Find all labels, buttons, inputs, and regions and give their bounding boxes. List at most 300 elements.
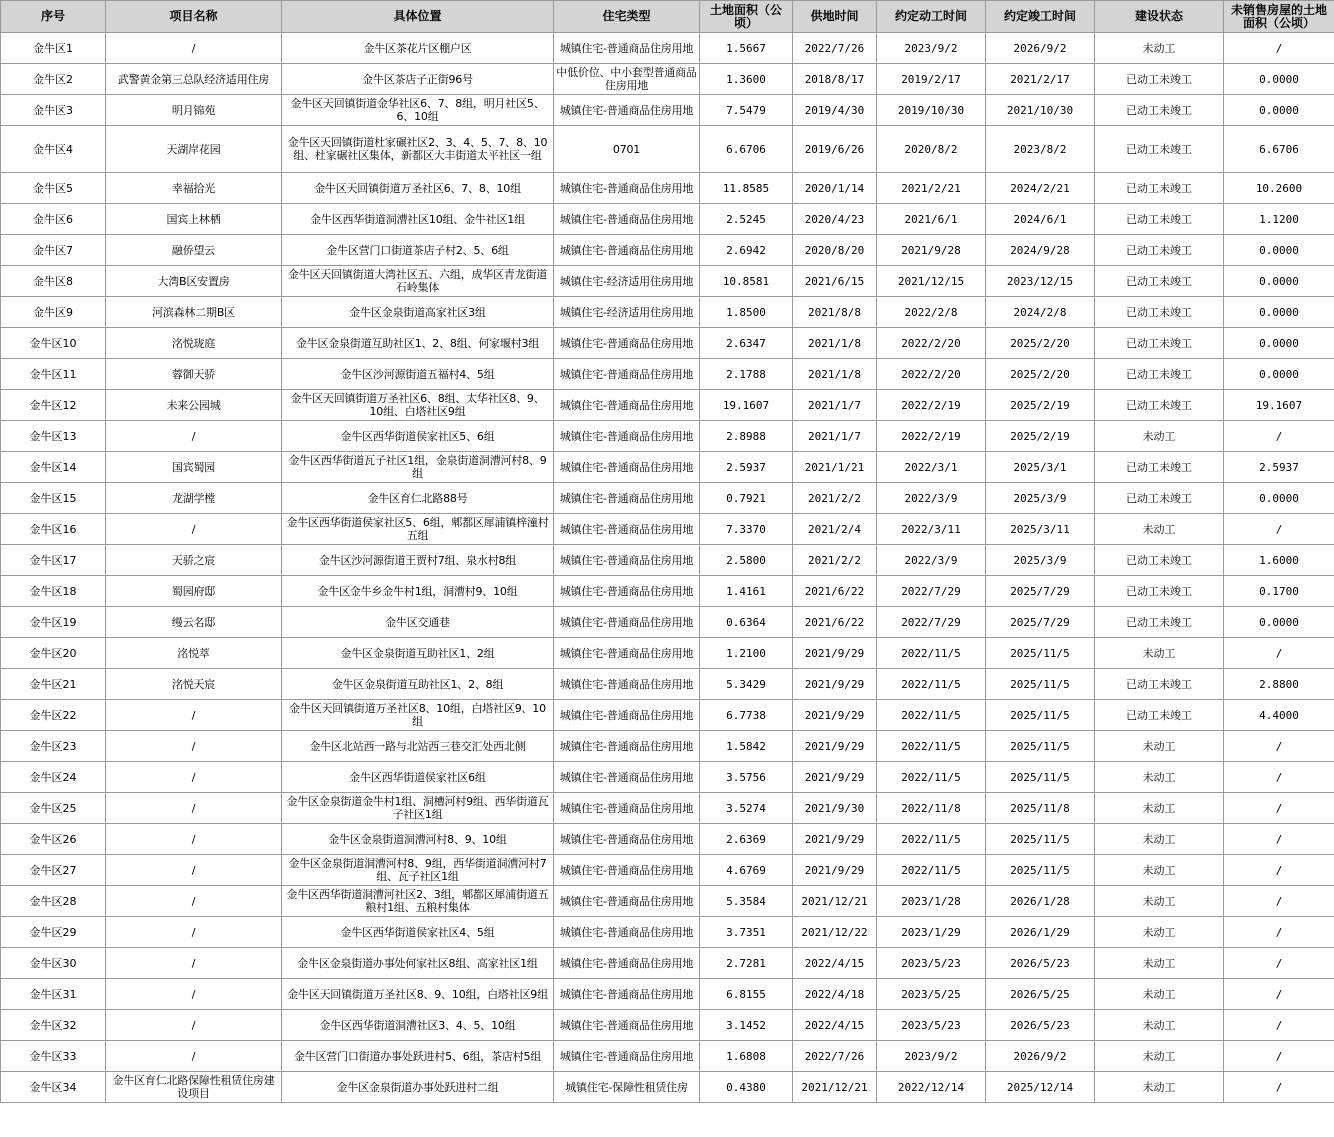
table-row <box>1 390 1334 421</box>
cell-unsold-area: / <box>1224 824 1334 855</box>
cell-seq: 金牛区15 <box>1 483 106 514</box>
cell-status: 已动工未竣工 <box>1095 390 1224 421</box>
cell-project-name: 国宾蜀园 <box>106 452 282 483</box>
cell-finish-date: 2024/9/28 <box>986 235 1095 266</box>
cell-land-area: 2.6942 <box>700 235 793 266</box>
cell-seq: 金牛区2 <box>1 64 106 95</box>
cell-seq: 金牛区13 <box>1 421 106 452</box>
table-row <box>1 266 1334 297</box>
header-supply-date: 供地时间 <box>793 1 877 33</box>
cell-finish-date: 2025/11/8 <box>986 793 1095 824</box>
cell-unsold-area: / <box>1224 1041 1334 1072</box>
cell-status: 已动工未竣工 <box>1095 700 1224 731</box>
cell-unsold-area: / <box>1224 855 1334 886</box>
cell-finish-date: 2025/2/19 <box>986 421 1095 452</box>
cell-status: 已动工未竣工 <box>1095 64 1224 95</box>
cell-supply-date: 2021/12/22 <box>793 917 877 948</box>
cell-unsold-area: 6.6706 <box>1224 126 1334 173</box>
cell-start-date: 2022/11/5 <box>877 638 986 669</box>
header-seq: 序号 <box>1 1 106 33</box>
cell-seq: 金牛区20 <box>1 638 106 669</box>
cell-seq: 金牛区28 <box>1 886 106 917</box>
cell-land-area: 2.6347 <box>700 328 793 359</box>
cell-housing-type: 城镇住宅-普通商品住房用地 <box>554 979 700 1010</box>
cell-housing-type: 城镇住宅-普通商品住房用地 <box>554 204 700 235</box>
cell-seq: 金牛区4 <box>1 126 106 173</box>
cell-housing-type: 城镇住宅-普通商品住房用地 <box>554 855 700 886</box>
cell-supply-date: 2022/4/15 <box>793 948 877 979</box>
cell-project-name: / <box>106 979 282 1010</box>
cell-location: 金牛区西华街道侯家社区5、6组 <box>282 421 554 452</box>
cell-status: 未动工 <box>1095 855 1224 886</box>
cell-location: 金牛区天回镇街道金华社区6、7、8组，明月社区5、6、10组 <box>282 95 554 126</box>
header-status: 建设状态 <box>1095 1 1224 33</box>
cell-supply-date: 2021/9/29 <box>793 855 877 886</box>
cell-location: 金牛区天回镇街道大湾社区五、六组，成华区青龙街道石岭集体 <box>282 266 554 297</box>
cell-project-name: / <box>106 421 282 452</box>
cell-status: 未动工 <box>1095 1010 1224 1041</box>
cell-land-area: 2.5937 <box>700 452 793 483</box>
cell-unsold-area: 4.4000 <box>1224 700 1334 731</box>
cell-status: 已动工未竣工 <box>1095 576 1224 607</box>
cell-housing-type: 城镇住宅-普通商品住房用地 <box>554 95 700 126</box>
cell-housing-type: 0701 <box>554 126 700 173</box>
cell-project-name: / <box>106 886 282 917</box>
cell-start-date: 2023/5/25 <box>877 979 986 1010</box>
cell-housing-type: 城镇住宅-普通商品住房用地 <box>554 483 700 514</box>
cell-seq: 金牛区12 <box>1 390 106 421</box>
cell-status: 未动工 <box>1095 731 1224 762</box>
cell-finish-date: 2021/2/17 <box>986 64 1095 95</box>
cell-land-area: 3.5274 <box>700 793 793 824</box>
cell-land-area: 1.4161 <box>700 576 793 607</box>
cell-unsold-area: 0.0000 <box>1224 297 1334 328</box>
cell-housing-type: 城镇住宅-普通商品住房用地 <box>554 1041 700 1072</box>
cell-project-name: / <box>106 824 282 855</box>
cell-land-area: 0.6364 <box>700 607 793 638</box>
cell-location: 金牛区茶花片区棚户区 <box>282 33 554 64</box>
cell-land-area: 1.5667 <box>700 33 793 64</box>
cell-seq: 金牛区34 <box>1 1072 106 1103</box>
cell-land-area: 5.3429 <box>700 669 793 700</box>
cell-housing-type: 城镇住宅-普通商品住房用地 <box>554 452 700 483</box>
cell-status: 已动工未竣工 <box>1095 204 1224 235</box>
cell-status: 未动工 <box>1095 948 1224 979</box>
cell-unsold-area: 2.8800 <box>1224 669 1334 700</box>
cell-housing-type: 城镇住宅-普通商品住房用地 <box>554 173 700 204</box>
cell-unsold-area: 1.1200 <box>1224 204 1334 235</box>
cell-supply-date: 2021/2/2 <box>793 545 877 576</box>
cell-seq: 金牛区24 <box>1 762 106 793</box>
cell-finish-date: 2025/11/5 <box>986 700 1095 731</box>
cell-unsold-area: 0.0000 <box>1224 95 1334 126</box>
cell-status: 已动工未竣工 <box>1095 95 1224 126</box>
cell-status: 未动工 <box>1095 886 1224 917</box>
cell-start-date: 2022/2/20 <box>877 328 986 359</box>
cell-status: 未动工 <box>1095 762 1224 793</box>
cell-project-name: 国宾上林栖 <box>106 204 282 235</box>
cell-land-area: 3.5756 <box>700 762 793 793</box>
cell-start-date: 2022/2/19 <box>877 421 986 452</box>
cell-seq: 金牛区18 <box>1 576 106 607</box>
cell-land-area: 7.5479 <box>700 95 793 126</box>
cell-location: 金牛区西华街道侯家社区5、6组，郫都区犀浦镇梓潼村五组 <box>282 514 554 545</box>
cell-status: 已动工未竣工 <box>1095 545 1224 576</box>
cell-project-name: 洺悦萃 <box>106 638 282 669</box>
cell-finish-date: 2026/5/23 <box>986 948 1095 979</box>
cell-supply-date: 2021/2/4 <box>793 514 877 545</box>
cell-location: 金牛区天回镇街道杜家碾社区2、3、4、5、7、8、10组、杜家碾社区集体，新都区大丰街道太平社区一组 <box>282 126 554 173</box>
cell-project-name: 天湖岸花园 <box>106 126 282 173</box>
cell-status: 未动工 <box>1095 421 1224 452</box>
cell-supply-date: 2020/8/20 <box>793 235 877 266</box>
cell-housing-type: 城镇住宅-普通商品住房用地 <box>554 514 700 545</box>
cell-finish-date: 2025/3/1 <box>986 452 1095 483</box>
cell-status: 未动工 <box>1095 1041 1224 1072</box>
table-row <box>1 855 1334 886</box>
cell-status: 未动工 <box>1095 824 1224 855</box>
cell-location: 金牛区金泉街道高家社区3组 <box>282 297 554 328</box>
cell-seq: 金牛区19 <box>1 607 106 638</box>
cell-land-area: 10.8581 <box>700 266 793 297</box>
cell-supply-date: 2021/6/22 <box>793 607 877 638</box>
cell-supply-date: 2018/8/17 <box>793 64 877 95</box>
cell-location: 金牛区西华街道洞漕河社区2、3组，郫都区犀浦街道五粮村1组、五粮村集体 <box>282 886 554 917</box>
cell-location: 金牛区西华街道侯家社区6组 <box>282 762 554 793</box>
table-row <box>1 204 1334 235</box>
cell-unsold-area: 0.0000 <box>1224 483 1334 514</box>
cell-project-name: 大湾B区安置房 <box>106 266 282 297</box>
cell-seq: 金牛区26 <box>1 824 106 855</box>
cell-land-area: 1.6808 <box>700 1041 793 1072</box>
cell-supply-date: 2021/9/29 <box>793 762 877 793</box>
cell-supply-date: 2021/1/8 <box>793 328 877 359</box>
cell-start-date: 2019/10/30 <box>877 95 986 126</box>
cell-status: 未动工 <box>1095 979 1224 1010</box>
cell-supply-date: 2021/9/29 <box>793 824 877 855</box>
cell-seq: 金牛区17 <box>1 545 106 576</box>
cell-supply-date: 2021/1/7 <box>793 390 877 421</box>
cell-location: 金牛区北站西一路与北站西三巷交汇处西北侧 <box>282 731 554 762</box>
cell-supply-date: 2021/1/8 <box>793 359 877 390</box>
cell-supply-date: 2021/9/29 <box>793 669 877 700</box>
cell-seq: 金牛区7 <box>1 235 106 266</box>
cell-status: 已动工未竣工 <box>1095 452 1224 483</box>
cell-housing-type: 城镇住宅-普通商品住房用地 <box>554 824 700 855</box>
cell-unsold-area: 0.0000 <box>1224 328 1334 359</box>
header-row <box>1 1 1334 33</box>
cell-land-area: 1.3600 <box>700 64 793 95</box>
cell-supply-date: 2021/12/21 <box>793 886 877 917</box>
cell-finish-date: 2026/5/25 <box>986 979 1095 1010</box>
cell-project-name: / <box>106 514 282 545</box>
cell-finish-date: 2025/11/5 <box>986 731 1095 762</box>
cell-supply-date: 2021/6/15 <box>793 266 877 297</box>
table-row <box>1 731 1334 762</box>
cell-location: 金牛区茶店子正街96号 <box>282 64 554 95</box>
table-row <box>1 886 1334 917</box>
cell-location: 金牛区交通巷 <box>282 607 554 638</box>
cell-seq: 金牛区23 <box>1 731 106 762</box>
cell-seq: 金牛区11 <box>1 359 106 390</box>
cell-status: 未动工 <box>1095 638 1224 669</box>
header-unsold-area: 未销售房屋的土地面积（公顷） <box>1224 1 1334 33</box>
cell-housing-type: 城镇住宅-普通商品住房用地 <box>554 669 700 700</box>
cell-status: 未动工 <box>1095 1072 1224 1103</box>
cell-location: 金牛区金泉街道办事处何家社区8组、高家社区1组 <box>282 948 554 979</box>
table-row <box>1 33 1334 64</box>
cell-housing-type: 城镇住宅-普通商品住房用地 <box>554 235 700 266</box>
table-row <box>1 545 1334 576</box>
cell-start-date: 2022/3/9 <box>877 483 986 514</box>
cell-status: 已动工未竣工 <box>1095 266 1224 297</box>
table-row <box>1 95 1334 126</box>
cell-unsold-area: 0.1700 <box>1224 576 1334 607</box>
cell-unsold-area: / <box>1224 638 1334 669</box>
header-housing-type: 住宅类型 <box>554 1 700 33</box>
cell-start-date: 2022/11/8 <box>877 793 986 824</box>
cell-project-name: / <box>106 917 282 948</box>
cell-housing-type: 城镇住宅-普通商品住房用地 <box>554 731 700 762</box>
table-row <box>1 1041 1334 1072</box>
cell-unsold-area: / <box>1224 421 1334 452</box>
cell-location: 金牛区天回镇街道万圣社区6、8组、太华社区8、9、10组、白塔社区9组 <box>282 390 554 421</box>
cell-start-date: 2019/2/17 <box>877 64 986 95</box>
cell-project-name: / <box>106 948 282 979</box>
cell-land-area: 3.1452 <box>700 1010 793 1041</box>
cell-finish-date: 2024/2/8 <box>986 297 1095 328</box>
cell-status: 已动工未竣工 <box>1095 359 1224 390</box>
table-row <box>1 607 1334 638</box>
cell-status: 未动工 <box>1095 514 1224 545</box>
cell-start-date: 2023/9/2 <box>877 1041 986 1072</box>
cell-supply-date: 2022/7/26 <box>793 1041 877 1072</box>
cell-seq: 金牛区9 <box>1 297 106 328</box>
table-row <box>1 235 1334 266</box>
cell-location: 金牛区金泉街道互助社区1、2、8组 <box>282 669 554 700</box>
cell-housing-type: 城镇住宅-普通商品住房用地 <box>554 638 700 669</box>
cell-supply-date: 2019/4/30 <box>793 95 877 126</box>
cell-supply-date: 2021/2/2 <box>793 483 877 514</box>
cell-status: 已动工未竣工 <box>1095 297 1224 328</box>
cell-finish-date: 2025/11/5 <box>986 638 1095 669</box>
cell-housing-type: 城镇住宅-普通商品住房用地 <box>554 576 700 607</box>
cell-housing-type: 城镇住宅-普通商品住房用地 <box>554 948 700 979</box>
cell-start-date: 2021/2/21 <box>877 173 986 204</box>
cell-unsold-area: / <box>1224 948 1334 979</box>
cell-start-date: 2022/3/9 <box>877 545 986 576</box>
cell-start-date: 2022/11/5 <box>877 731 986 762</box>
cell-supply-date: 2019/6/26 <box>793 126 877 173</box>
table-row <box>1 762 1334 793</box>
cell-finish-date: 2025/3/9 <box>986 545 1095 576</box>
cell-finish-date: 2026/9/2 <box>986 1041 1095 1072</box>
cell-unsold-area: / <box>1224 793 1334 824</box>
cell-seq: 金牛区14 <box>1 452 106 483</box>
cell-location: 金牛区金泉街道互助社区1、2组 <box>282 638 554 669</box>
cell-seq: 金牛区33 <box>1 1041 106 1072</box>
cell-location: 金牛区金泉街道办事处跃进村二组 <box>282 1072 554 1103</box>
cell-unsold-area: / <box>1224 1010 1334 1041</box>
cell-housing-type: 中低价位、中小套型普通商品住房用地 <box>554 64 700 95</box>
table-row <box>1 514 1334 545</box>
cell-project-name: 蓉御天骄 <box>106 359 282 390</box>
cell-seq: 金牛区5 <box>1 173 106 204</box>
cell-project-name: 幸福拾光 <box>106 173 282 204</box>
cell-unsold-area: / <box>1224 762 1334 793</box>
cell-seq: 金牛区29 <box>1 917 106 948</box>
cell-land-area: 6.8155 <box>700 979 793 1010</box>
cell-start-date: 2021/6/1 <box>877 204 986 235</box>
cell-finish-date: 2026/5/23 <box>986 1010 1095 1041</box>
cell-supply-date: 2022/4/15 <box>793 1010 877 1041</box>
cell-housing-type: 城镇住宅-经济适用住房用地 <box>554 266 700 297</box>
cell-status: 已动工未竣工 <box>1095 483 1224 514</box>
cell-unsold-area: 0.0000 <box>1224 607 1334 638</box>
cell-location: 金牛区金牛乡金牛村1组，洞漕村9、10组 <box>282 576 554 607</box>
cell-housing-type: 城镇住宅-普通商品住房用地 <box>554 390 700 421</box>
cell-unsold-area: / <box>1224 33 1334 64</box>
cell-start-date: 2023/5/23 <box>877 1010 986 1041</box>
cell-start-date: 2021/9/28 <box>877 235 986 266</box>
cell-location: 金牛区金泉街道金牛村1组、洞槽河村9组、西华街道瓦子社区1组 <box>282 793 554 824</box>
table-row <box>1 483 1334 514</box>
cell-project-name: / <box>106 793 282 824</box>
cell-finish-date: 2025/11/5 <box>986 855 1095 886</box>
cell-land-area: 11.8585 <box>700 173 793 204</box>
cell-start-date: 2022/12/14 <box>877 1072 986 1103</box>
cell-status: 未动工 <box>1095 793 1224 824</box>
cell-finish-date: 2024/6/1 <box>986 204 1095 235</box>
cell-unsold-area: / <box>1224 731 1334 762</box>
header-start-date: 约定动工时间 <box>877 1 986 33</box>
cell-project-name: / <box>106 762 282 793</box>
cell-seq: 金牛区32 <box>1 1010 106 1041</box>
cell-location: 金牛区金泉街道洞漕河村8、9、10组 <box>282 824 554 855</box>
cell-land-area: 2.1788 <box>700 359 793 390</box>
cell-unsold-area: 1.6000 <box>1224 545 1334 576</box>
cell-housing-type: 城镇住宅-普通商品住房用地 <box>554 886 700 917</box>
cell-finish-date: 2025/12/14 <box>986 1072 1095 1103</box>
cell-housing-type: 城镇住宅-普通商品住房用地 <box>554 917 700 948</box>
cell-unsold-area: / <box>1224 979 1334 1010</box>
cell-start-date: 2023/1/28 <box>877 886 986 917</box>
cell-start-date: 2022/7/29 <box>877 576 986 607</box>
cell-project-name: 河滨森林二期B区 <box>106 297 282 328</box>
cell-land-area: 4.6769 <box>700 855 793 886</box>
cell-seq: 金牛区3 <box>1 95 106 126</box>
table-row <box>1 917 1334 948</box>
table-row <box>1 421 1334 452</box>
cell-land-area: 1.5842 <box>700 731 793 762</box>
cell-finish-date: 2026/1/28 <box>986 886 1095 917</box>
table-row <box>1 979 1334 1010</box>
cell-status: 未动工 <box>1095 33 1224 64</box>
cell-unsold-area: 0.0000 <box>1224 266 1334 297</box>
cell-housing-type: 城镇住宅-普通商品住房用地 <box>554 421 700 452</box>
cell-land-area: 5.3584 <box>700 886 793 917</box>
cell-seq: 金牛区21 <box>1 669 106 700</box>
cell-project-name: 天骄之宸 <box>106 545 282 576</box>
cell-supply-date: 2021/9/30 <box>793 793 877 824</box>
cell-housing-type: 城镇住宅-普通商品住房用地 <box>554 762 700 793</box>
cell-status: 已动工未竣工 <box>1095 235 1224 266</box>
cell-supply-date: 2021/9/29 <box>793 731 877 762</box>
header-project-name: 项目名称 <box>106 1 282 33</box>
cell-housing-type: 城镇住宅-普通商品住房用地 <box>554 1010 700 1041</box>
cell-start-date: 2022/3/1 <box>877 452 986 483</box>
cell-location: 金牛区金泉街道互助社区1、2、8组、何家堰村3组 <box>282 328 554 359</box>
table-row <box>1 64 1334 95</box>
cell-project-name: / <box>106 700 282 731</box>
cell-location: 金牛区金泉街道洞漕河村8、9组，西华街道洞漕河村7组、瓦子社区1组 <box>282 855 554 886</box>
table-row <box>1 576 1334 607</box>
cell-land-area: 2.5245 <box>700 204 793 235</box>
cell-location: 金牛区天回镇街道万圣社区8、10组，白塔社区9、10组 <box>282 700 554 731</box>
cell-project-name: / <box>106 1041 282 1072</box>
cell-project-name: 明月锦苑 <box>106 95 282 126</box>
cell-project-name: 融侨望云 <box>106 235 282 266</box>
table-row <box>1 948 1334 979</box>
cell-finish-date: 2025/11/5 <box>986 669 1095 700</box>
cell-unsold-area: / <box>1224 514 1334 545</box>
cell-status: 未动工 <box>1095 917 1224 948</box>
cell-finish-date: 2025/3/9 <box>986 483 1095 514</box>
cell-project-name: / <box>106 855 282 886</box>
cell-seq: 金牛区30 <box>1 948 106 979</box>
cell-land-area: 6.6706 <box>700 126 793 173</box>
cell-project-name: 洺悦天宸 <box>106 669 282 700</box>
cell-housing-type: 城镇住宅-普通商品住房用地 <box>554 359 700 390</box>
cell-housing-type: 城镇住宅-普通商品住房用地 <box>554 607 700 638</box>
cell-start-date: 2022/2/8 <box>877 297 986 328</box>
cell-location: 金牛区西华街道洞漕社区10组、金牛社区1组 <box>282 204 554 235</box>
table-row <box>1 824 1334 855</box>
cell-project-name: / <box>106 1010 282 1041</box>
cell-project-name: 武警黄金第三总队经济适用住房 <box>106 64 282 95</box>
cell-supply-date: 2021/1/21 <box>793 452 877 483</box>
cell-start-date: 2020/8/2 <box>877 126 986 173</box>
cell-start-date: 2022/11/5 <box>877 855 986 886</box>
cell-housing-type: 城镇住宅-保障性租赁住房 <box>554 1072 700 1103</box>
cell-project-name: 缦云名邸 <box>106 607 282 638</box>
cell-supply-date: 2022/7/26 <box>793 33 877 64</box>
cell-finish-date: 2021/10/30 <box>986 95 1095 126</box>
cell-start-date: 2022/11/5 <box>877 700 986 731</box>
cell-location: 金牛区西华街道侯家社区4、5组 <box>282 917 554 948</box>
cell-seq: 金牛区8 <box>1 266 106 297</box>
cell-land-area: 2.8988 <box>700 421 793 452</box>
cell-project-name: / <box>106 33 282 64</box>
cell-start-date: 2023/1/29 <box>877 917 986 948</box>
cell-housing-type: 城镇住宅-经济适用住房用地 <box>554 297 700 328</box>
cell-unsold-area: / <box>1224 917 1334 948</box>
cell-unsold-area: 0.0000 <box>1224 235 1334 266</box>
table-row <box>1 1072 1334 1103</box>
cell-location: 金牛区天回镇街道万圣社区6、7、8、10组 <box>282 173 554 204</box>
cell-finish-date: 2025/2/20 <box>986 328 1095 359</box>
cell-start-date: 2022/2/19 <box>877 390 986 421</box>
cell-finish-date: 2023/12/15 <box>986 266 1095 297</box>
cell-seq: 金牛区6 <box>1 204 106 235</box>
table-row <box>1 700 1334 731</box>
cell-status: 已动工未竣工 <box>1095 173 1224 204</box>
cell-land-area: 3.7351 <box>700 917 793 948</box>
cell-land-area: 1.2100 <box>700 638 793 669</box>
cell-start-date: 2022/11/5 <box>877 762 986 793</box>
cell-status: 已动工未竣工 <box>1095 607 1224 638</box>
cell-supply-date: 2022/4/18 <box>793 979 877 1010</box>
